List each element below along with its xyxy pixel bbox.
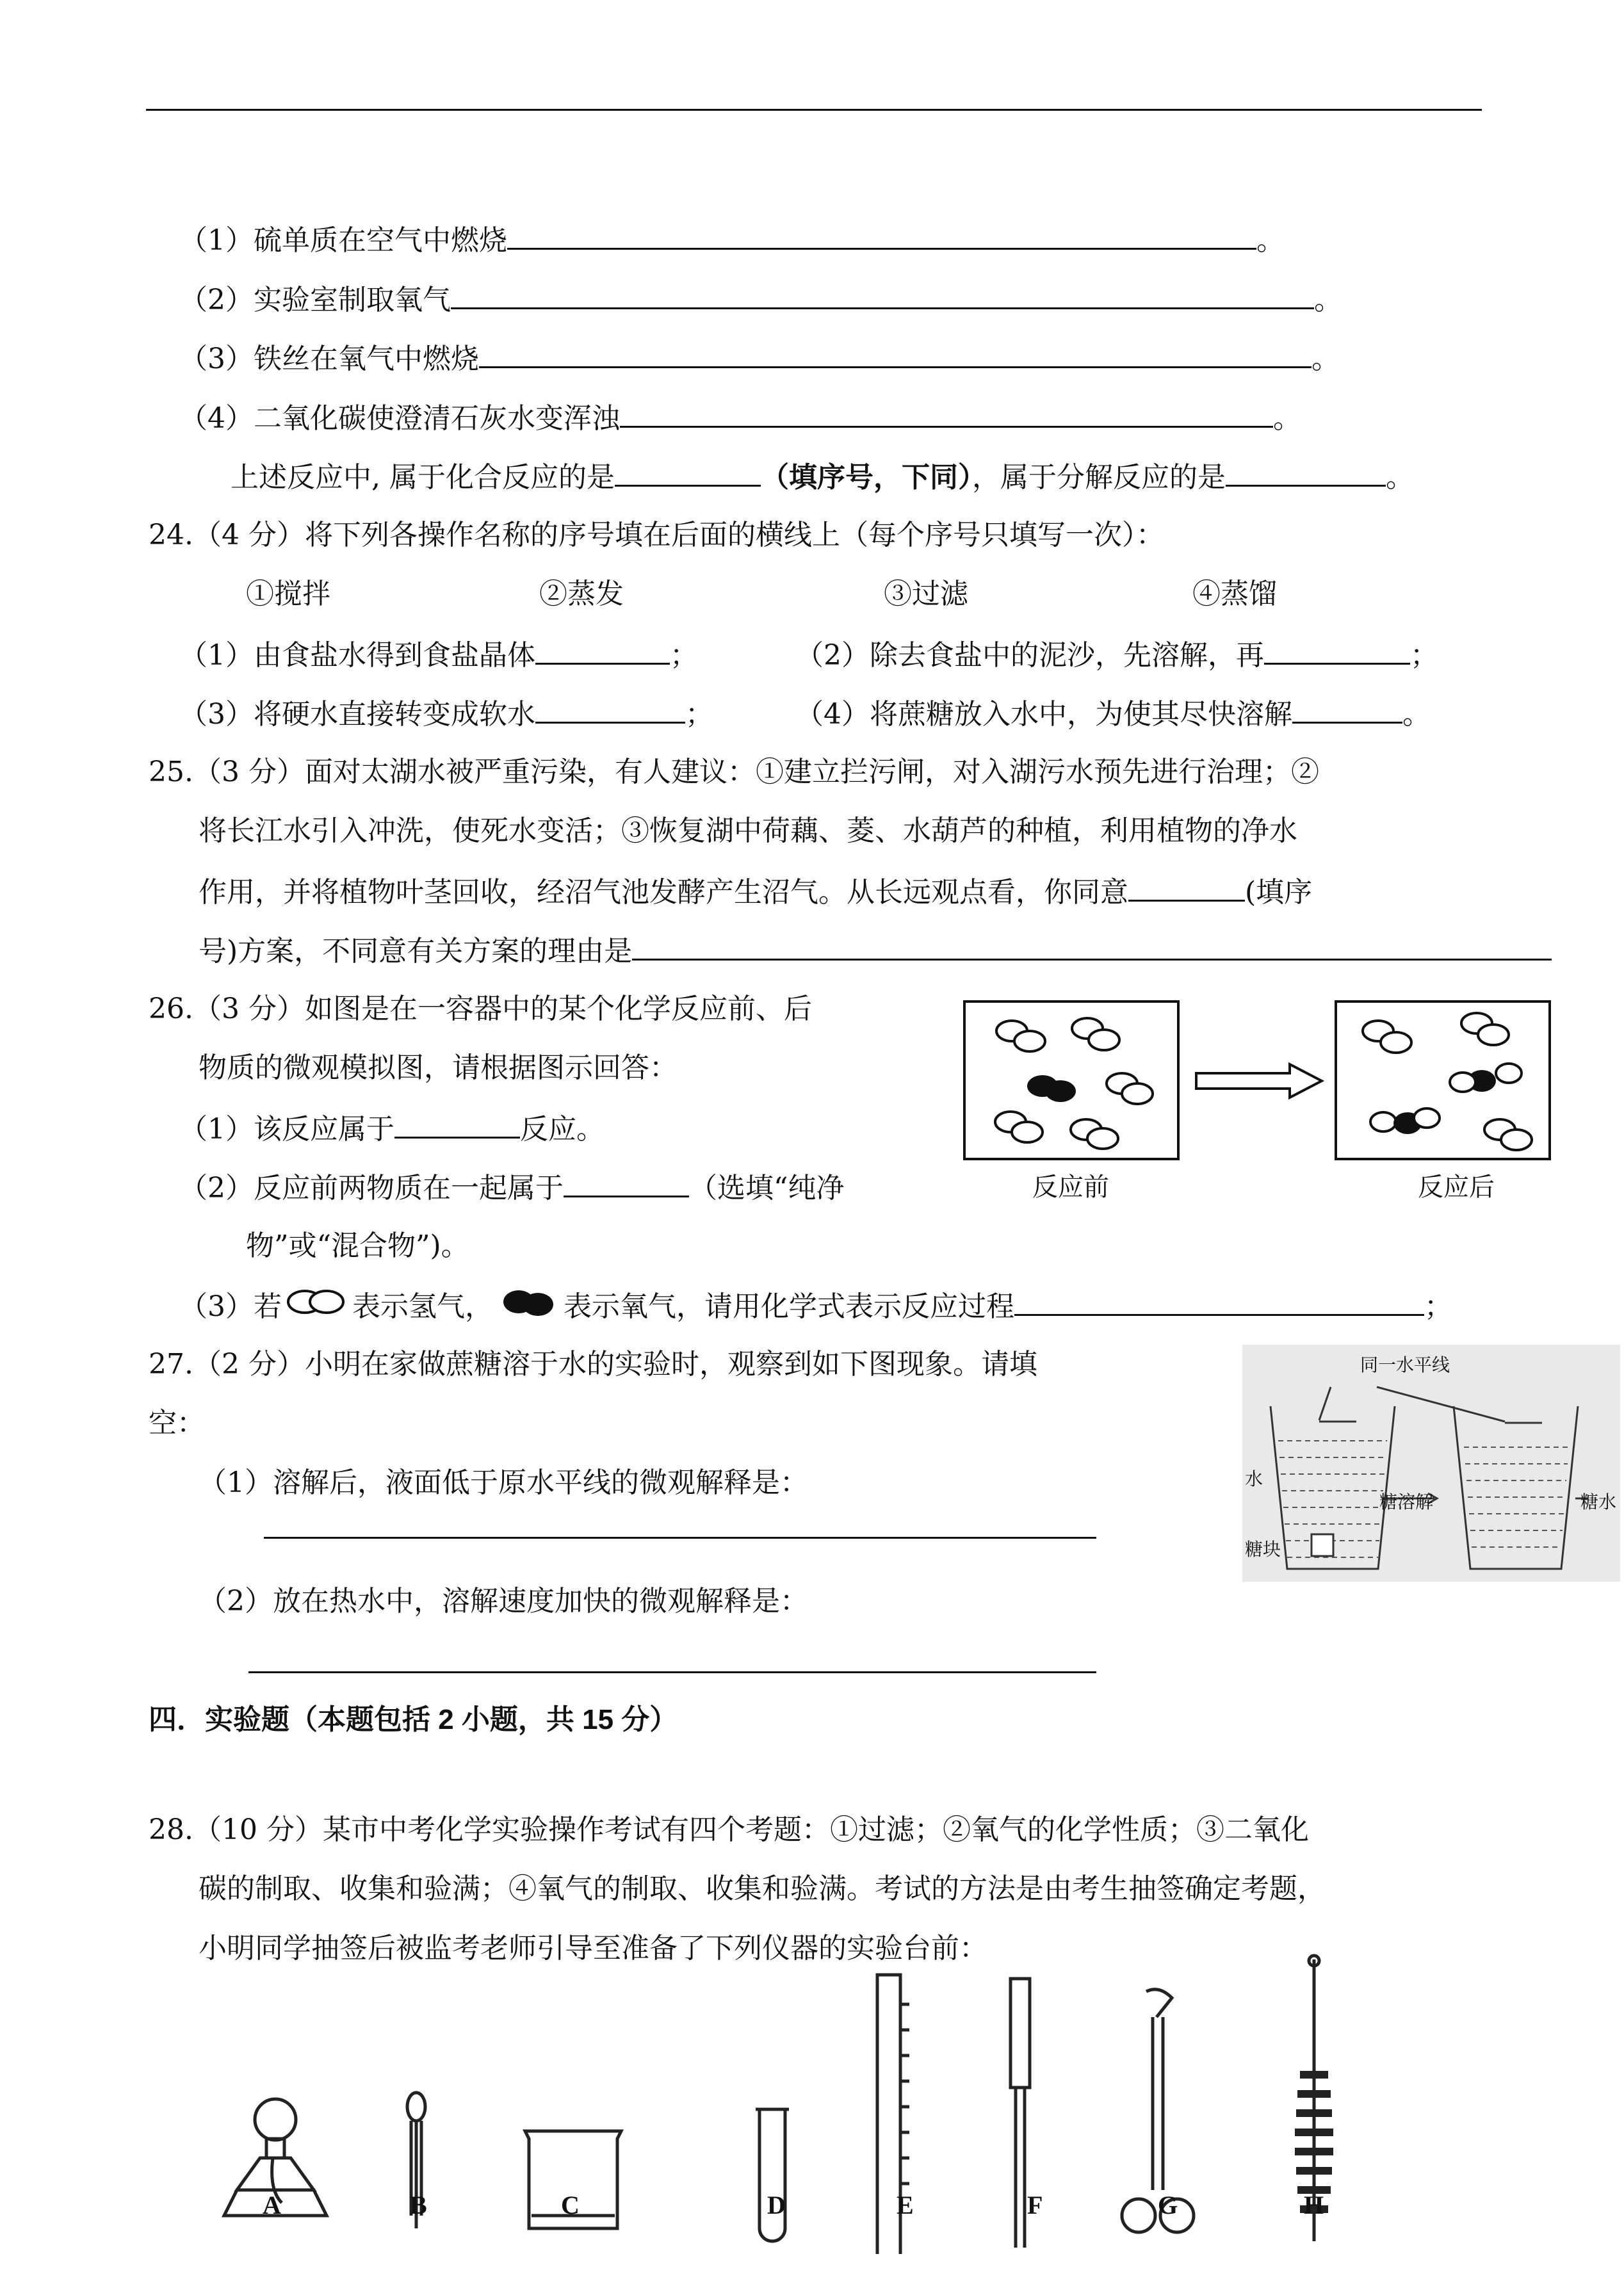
q24-sub-2: （2）除去食盐中的泥沙，先溶解，再 ； (795, 633, 1438, 674)
q27-line-1: 27.（2 分）小明在家做蔗糖溶于水的实验时，观察到如下图现象。请填 (149, 1348, 1037, 1381)
q27-sub-2: （2）放在热水中，溶解速度加快的微观解释是： (199, 1585, 808, 1618)
instrument-label-a: A (263, 2191, 281, 2219)
q26-sub-3: （3）若 表示氢气， 表示氧气，请用化学式表示反应过程 ； (179, 1285, 1452, 1326)
q24-sub-3: （3）将硬水直接转变成软水 ； (179, 692, 713, 733)
q23-item-2: （2）实验室制取氧气 。 (179, 278, 1342, 319)
q25-line-1: 25.（3 分）面对太湖水被严重污染，有人建议：①建立拦污闸，对入湖污水预先进行治理；② (149, 756, 1319, 788)
instrument-label-e: E (897, 2191, 914, 2219)
q26-line-2: 物质的微观模拟图，请根据图示回答： (199, 1051, 678, 1084)
instrument-label-h: H (1304, 2191, 1324, 2219)
q24-option-4: ④蒸馏 (1192, 578, 1277, 610)
same-level-label: 同一水平线 (1360, 1355, 1450, 1375)
q26-line-1: 26.（3 分）如图是在一容器中的某个化学反应前、后 (149, 993, 812, 1025)
q24-option-2: ②蒸发 (539, 578, 624, 610)
q24-option-1: ①搅拌 (246, 578, 330, 610)
q25-line-3: 作用，并将植物叶茎回收，经沼气池发酵产生沼气。从长远观点看，你同意 (填序 (199, 870, 1312, 911)
dissolve-arrow-label: 糖溶解 (1379, 1492, 1434, 1512)
instrument-label-b: B (410, 2191, 427, 2219)
instrument-label-g: G (1158, 2191, 1178, 2219)
q26-sub-2-cont: 物”或“混合物”)。 (246, 1229, 469, 1262)
instrument-label-c: C (561, 2191, 580, 2219)
q25-line-4: 号)方案，不同意有关方案的理由是 (199, 929, 1552, 970)
sugar-dissolve-figure (1242, 1345, 1620, 1582)
q28-line-3: 小明同学抽签后被监考老师引导至准备了下列仪器的实验台前： (199, 1932, 987, 1965)
q24-stem: 24.（4 分）将下列各操作名称的序号填在后面的横线上（每个序号只填写一次）： (149, 519, 1164, 551)
q23-item-3: （3）铁丝在氧气中燃烧 。 (179, 337, 1340, 378)
header-rule (146, 109, 1482, 111)
q28-line-2: 碳的制取、收集和验满；④氧气的制取、收集和验满。考试的方法是由考生抽签确定考题， (199, 1872, 1326, 1905)
instrument-label-f: F (1027, 2191, 1043, 2219)
reaction-before-box (963, 1000, 1180, 1160)
q25-line-2: 将长江水引入冲洗，使死水变活；③恢复湖中荷藕、菱、水葫芦的种植，利用植物的净水 (199, 815, 1297, 847)
q24-sub-1: （1）由食盐水得到食盐晶体 ； (179, 633, 698, 674)
q26-sub-1: （1）该反应属于 反应。 (179, 1107, 605, 1148)
reaction-after-box (1335, 1000, 1551, 1160)
oxygen-molecule-icon (493, 1286, 564, 1320)
reaction-after-molecules (1337, 1003, 1548, 1158)
reaction-arrow-icon (1194, 1062, 1324, 1100)
sugar-water-label: 糖水 (1580, 1492, 1617, 1512)
reaction-before-caption: 反应前 (1032, 1173, 1109, 1201)
instruments-figure (211, 1947, 1364, 2254)
q28-line-1: 28.（10 分）某市中考化学实验操作考试有四个考题：①过滤；②氧气的化学性质；③二氧化 (149, 1813, 1309, 1846)
q27-sub-1: （1）溶解后，液面低于原水平线的微观解释是： (199, 1466, 808, 1499)
instrument-label-d: D (767, 2191, 786, 2219)
hydrogen-molecule-icon (282, 1286, 352, 1320)
q23-summary: 上述反应中, 属于化合反应的是 （填序号，下同），属于分解反应的是 。 (231, 455, 1414, 496)
water-label: 水 (1245, 1469, 1263, 1489)
q23-item-4: （4）二氧化碳使澄清石灰水变浑浊 。 (179, 396, 1301, 437)
q27-line-2: 空： (149, 1407, 205, 1439)
reaction-before-molecules (966, 1003, 1177, 1158)
q24-sub-4: （4）将蔗糖放入水中，为使其尽快溶解 。 (795, 692, 1431, 733)
q27-answer-line-2 (248, 1671, 1096, 1673)
reaction-after-caption: 反应后 (1418, 1173, 1495, 1201)
beakers-diagram (1242, 1345, 1620, 1582)
q23-item-1: （1）硫单质在空气中燃烧 。 (179, 218, 1285, 259)
q24-option-3: ③过滤 (884, 578, 968, 610)
q26-sub-2: （2）反应前两物质在一起属于 （选填“纯净 (179, 1166, 845, 1207)
section-4-heading: 四．实验题（本题包括 2 小题，共 15 分） (149, 1704, 678, 1735)
sugar-cube-label: 糖块 (1245, 1539, 1281, 1559)
test-tube-icon (756, 2109, 789, 2241)
q27-answer-line-1 (264, 1537, 1096, 1539)
